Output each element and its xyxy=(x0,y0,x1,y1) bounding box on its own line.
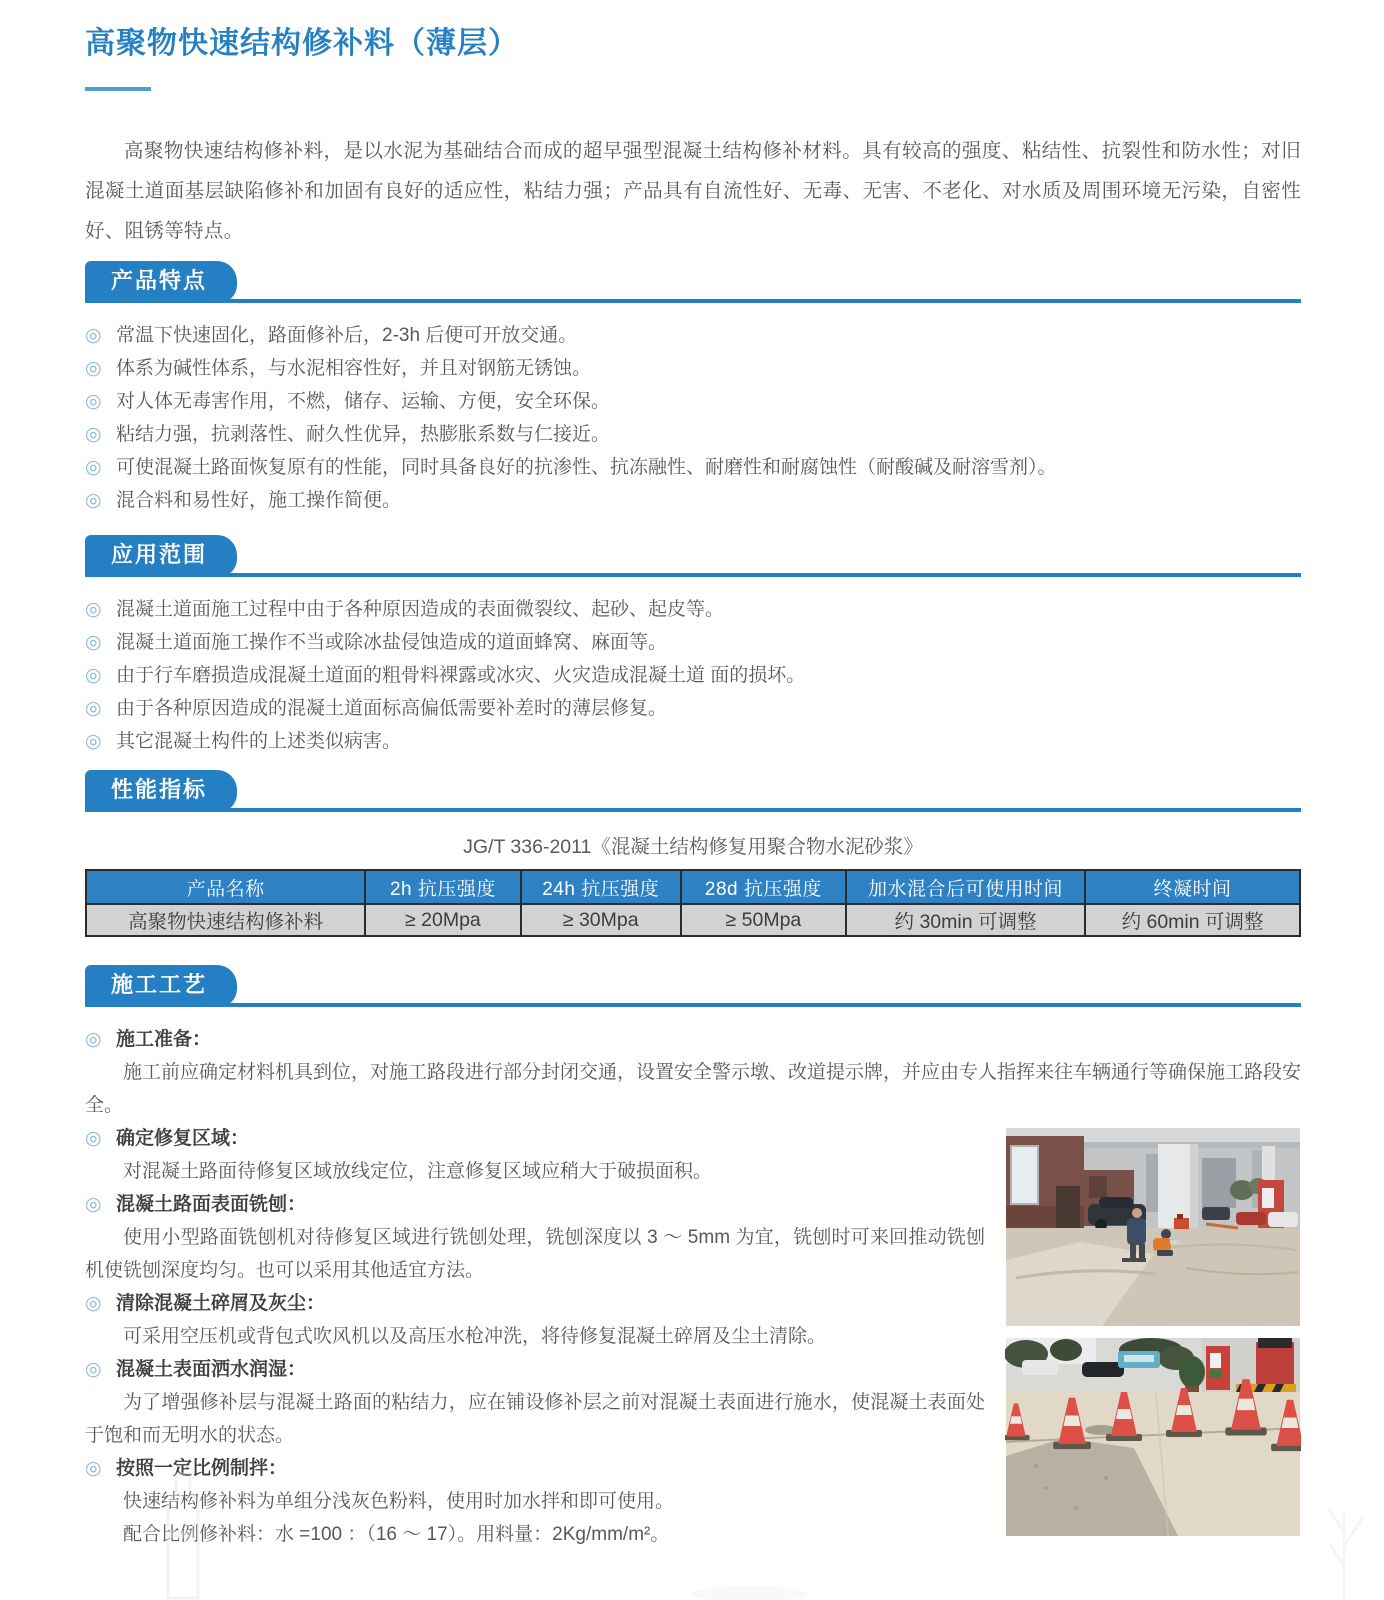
step-body: 施工前应确定材料机具到位，对施工路段进行部分封闭交通，设置安全警示墩、改道提示牌，并应由专人指挥来往车辆通行等确保施工路段安全。 xyxy=(85,1062,1302,1116)
column-header: 28d 抗压强度 xyxy=(681,870,846,904)
table-cell: ≥ 30Mpa xyxy=(521,904,681,936)
section-performance xyxy=(85,770,1301,937)
section-rule xyxy=(85,808,1301,812)
section-title: 应用范围 xyxy=(111,542,208,567)
step-body: 为了增强修补层与混凝土路面的粘结力，应在铺设修补层之前对混凝土表面进行施水，使混凝土表面处于饱和而无明水的状态。 xyxy=(85,1392,985,1446)
section-header-performance xyxy=(85,770,1301,812)
column-header: 2h 抗压强度 xyxy=(365,870,520,904)
step-label: ◎ 施工准备： xyxy=(85,1023,1301,1056)
section-rule xyxy=(85,1003,1301,1007)
list-item-text: 体系为碱性体系，与水泥相容性好，并且对钢筋无锈蚀。 xyxy=(116,358,592,379)
section-header-features xyxy=(85,261,1301,303)
column-header: 加水混合后可使用时间 xyxy=(846,870,1085,904)
traffic-cones-photo xyxy=(1005,1338,1301,1536)
title-underline xyxy=(85,87,151,91)
list-item xyxy=(85,593,1301,626)
table-row xyxy=(86,904,1300,936)
list-item-text: 可使混凝土路面恢复原有的性能，同时具备良好的抗渗性、抗冻融性、耐磨性和耐腐蚀性（耐酸碱及耐溶雪剂）。 xyxy=(116,457,1057,478)
section-title-badge xyxy=(85,261,237,303)
bullet-icon: ◎ xyxy=(85,457,102,478)
section-features xyxy=(85,261,1301,517)
list-item-text: 常温下快速固化，路面修补后，2-3h 后便可开放交通。 xyxy=(116,325,578,346)
section-title: 施工工艺 xyxy=(111,972,208,997)
construction-site-photo xyxy=(1005,1128,1301,1326)
bullet-icon: ◎ xyxy=(85,632,102,653)
list-item-text: 粘结力强，抗剥落性、耐久性优异，热膨胀系数与仁接近。 xyxy=(116,424,611,445)
table-cell: 约 30min 可调整 xyxy=(846,904,1085,936)
table-caption: JG/T 336-2011《混凝土结构修复用聚合物水泥砂浆》 xyxy=(463,836,923,858)
bullet-icon: ◎ xyxy=(85,1194,102,1215)
step-label: ◎ 确定修复区域： xyxy=(85,1122,985,1155)
list-item-text: 混凝土道面施工过程中由于各种原因造成的表面微裂纹、起砂、起皮等。 xyxy=(116,599,725,620)
bullet-icon: ◎ xyxy=(85,490,102,511)
bullet-icon: ◎ xyxy=(85,424,102,445)
list-item-text: 其它混凝土构件的上述类似病害。 xyxy=(116,731,402,752)
photo-column xyxy=(1005,1128,1301,1548)
list-item xyxy=(85,352,1301,385)
bullet-icon: ◎ xyxy=(85,1458,102,1479)
bullet-icon: ◎ xyxy=(85,1293,102,1314)
list-item-text: 混凝土道面施工操作不当或除冰盐侵蚀造成的道面蜂窝、麻面等。 xyxy=(116,632,668,653)
list-item-text: 对人体无毒害作用，不燃，储存、运输、方便，安全环保。 xyxy=(116,391,611,412)
step-label: ◎ 混凝土表面洒水润湿： xyxy=(85,1353,985,1386)
list-item xyxy=(85,626,1301,659)
section-applications xyxy=(85,535,1301,758)
step-body: 可采用空压机或背包式吹风机以及高压水枪冲洗，将待修复混凝土碎屑及尘土清除。 xyxy=(123,1326,827,1347)
step-label: ◎ 清除混凝土碎屑及灰尘： xyxy=(85,1287,985,1320)
step-body: 配合比例修补料：水 =100 ：（16 ～ 17）。用料量：2Kg/mm/m²。 xyxy=(123,1524,670,1545)
bullet-icon: ◎ xyxy=(85,325,102,346)
bullet-icon: ◎ xyxy=(85,391,102,412)
bullet-icon: ◎ xyxy=(85,1029,102,1050)
bullet-icon: ◎ xyxy=(85,731,102,752)
step-body: 对混凝土路面待修复区域放线定位，注意修复区域应稍大于破损面积。 xyxy=(123,1161,713,1182)
bullet-icon: ◎ xyxy=(85,358,102,379)
section-header-process xyxy=(85,965,1301,1007)
watermark-plant-sketch xyxy=(1314,1480,1374,1600)
section-rule xyxy=(85,573,1301,577)
list-item xyxy=(85,319,1301,352)
features-list xyxy=(85,319,1301,517)
table-cell: ≥ 20Mpa xyxy=(365,904,520,936)
list-item-text: 由于行车磨损造成混凝土道面的粗骨料裸露或冰灾、火灾造成混凝土道 面的损坏。 xyxy=(116,665,806,686)
section-title-badge xyxy=(85,965,237,1007)
process-content xyxy=(85,1023,1301,1558)
intro-paragraph: 高聚物快速结构修补料，是以水泥为基础结合而成的超早强型混凝土结构修补材料。具有较高的强度、粘结性、抗裂性和防水性；对旧混凝土道面基层缺陷修补和加固有良好的适应性，粘结力强；产品具有自流性好、无毒、无害、不老化、对水质及周围环境无污染，自密性好、阻锈等特点。 xyxy=(85,140,1301,242)
step-label: ◎ 混凝土路面表面铣刨： xyxy=(85,1188,985,1221)
section-title: 性能指标 xyxy=(111,777,208,802)
table-cell: 约 60min 可调整 xyxy=(1085,904,1300,936)
table-header-row xyxy=(86,870,1300,904)
bullet-icon: ◎ xyxy=(85,599,102,620)
section-header-applications xyxy=(85,535,1301,577)
list-item xyxy=(85,692,1301,725)
list-item xyxy=(85,451,1301,484)
section-title: 产品特点 xyxy=(111,268,208,293)
list-item-text: 由于各种原因造成的混凝土道面标高偏低需要补差时的薄层修复。 xyxy=(116,698,668,719)
performance-table xyxy=(85,869,1301,937)
bullet-icon: ◎ xyxy=(85,665,102,686)
page-title: 高聚物快速结构修补料（薄层） xyxy=(85,27,519,60)
list-item xyxy=(85,418,1301,451)
step-label: ◎ 按照一定比例制拌： xyxy=(85,1452,985,1485)
table-cell: 高聚物快速结构修补料 xyxy=(86,904,365,936)
bullet-icon: ◎ xyxy=(85,1128,102,1149)
step-body: 使用小型路面铣刨机对待修复区域进行铣刨处理，铣刨深度以 3 ～ 5mm 为宜，铣刨时可来回推动铣刨机使铣刨深度均匀。也可以采用其他适宜方法。 xyxy=(85,1227,985,1281)
list-item xyxy=(85,725,1301,758)
list-item xyxy=(85,484,1301,517)
section-rule xyxy=(85,299,1301,303)
bullet-icon: ◎ xyxy=(85,698,102,719)
section-title-badge xyxy=(85,535,237,577)
bullet-icon: ◎ xyxy=(85,1359,102,1380)
watermark-blob-sketch xyxy=(690,1576,810,1600)
applications-list xyxy=(85,593,1301,758)
section-title-badge xyxy=(85,770,237,812)
process-step xyxy=(85,1023,1301,1122)
column-header: 24h 抗压强度 xyxy=(521,870,681,904)
column-header: 产品名称 xyxy=(86,870,365,904)
list-item-text: 混合料和易性好，施工操作简便。 xyxy=(116,490,402,511)
list-item xyxy=(85,659,1301,692)
step-body: 快速结构修补料为单组分浅灰色粉料，使用时加水拌和即可使用。 xyxy=(123,1491,675,1512)
column-header: 终凝时间 xyxy=(1085,870,1300,904)
table-cell: ≥ 50Mpa xyxy=(681,904,846,936)
list-item xyxy=(85,385,1301,418)
section-process xyxy=(85,965,1301,1558)
